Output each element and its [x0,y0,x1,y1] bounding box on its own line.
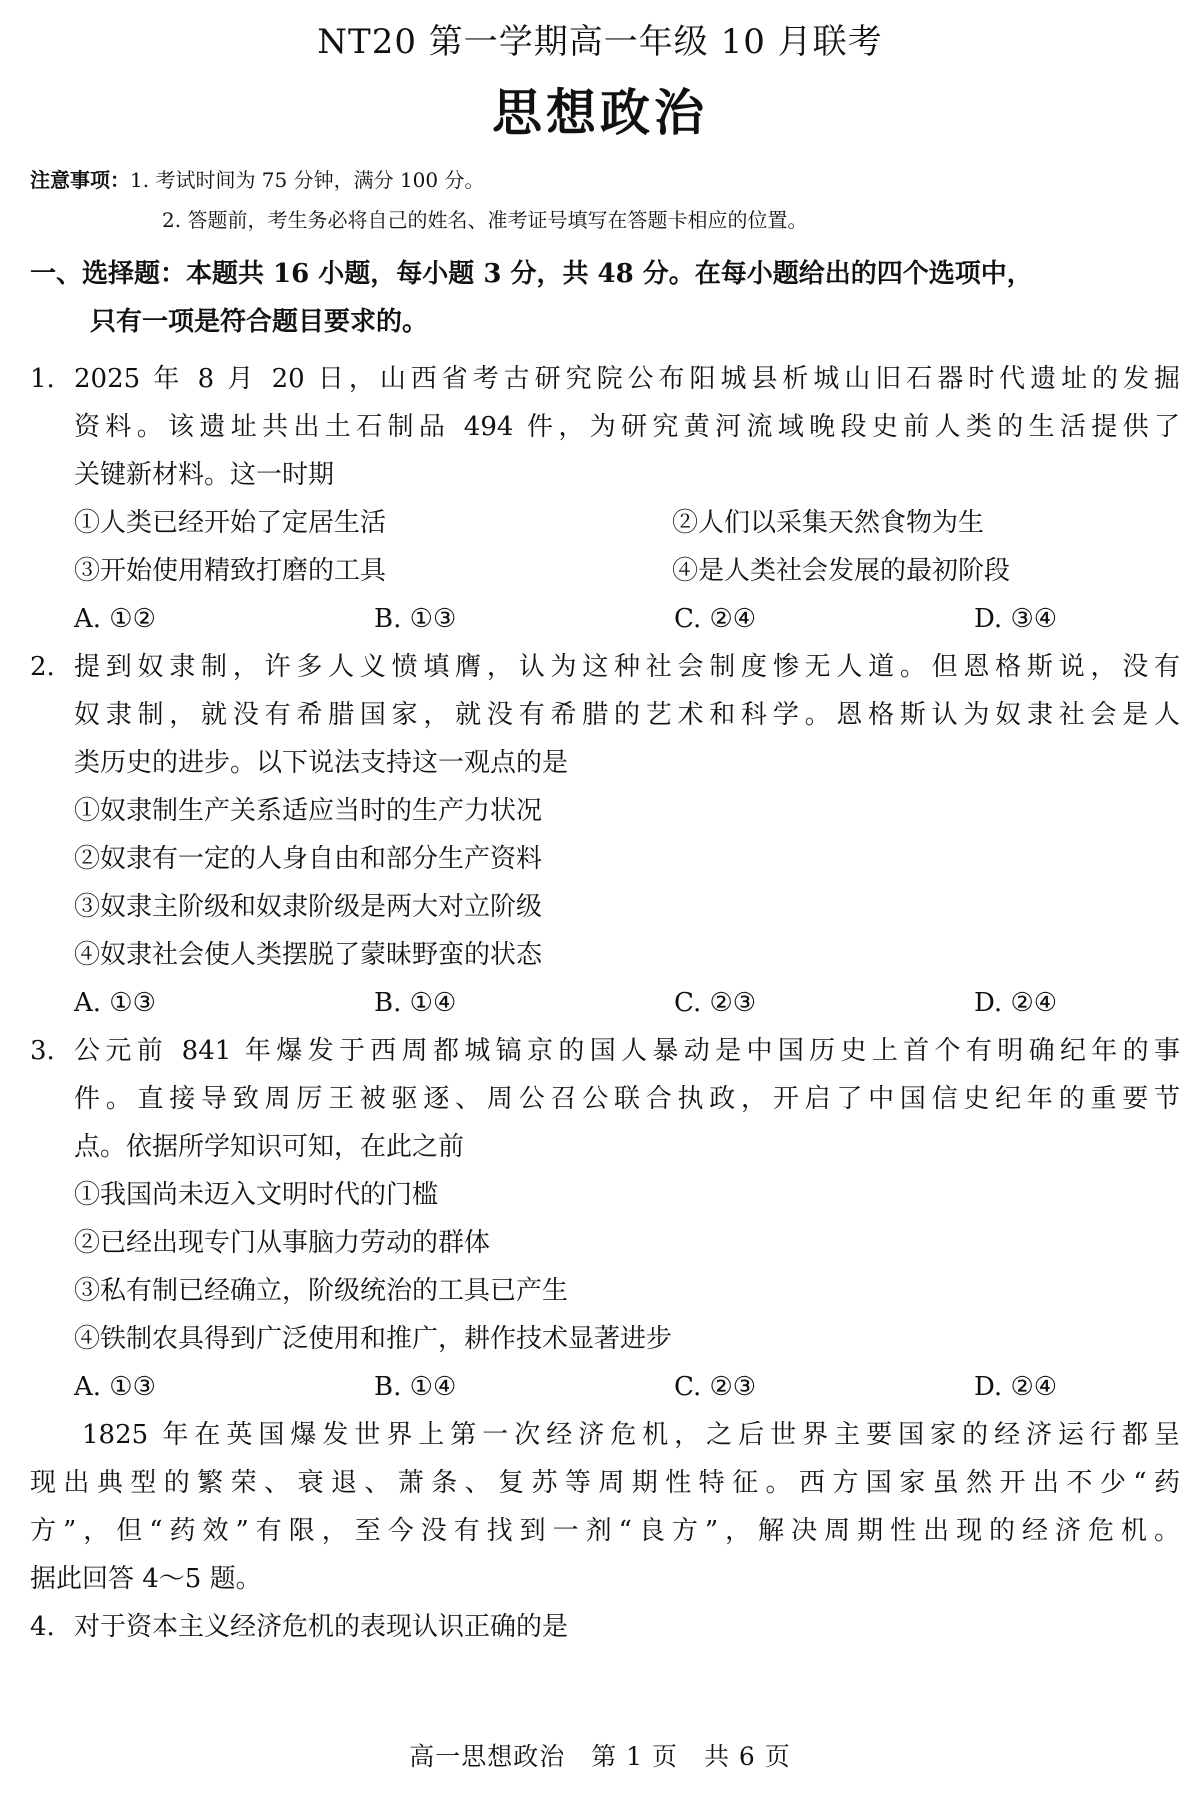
question-2 [30,643,1180,1027]
question-number: 1. [30,364,55,394]
option-b: B. ①④ [374,988,457,1018]
section-heading-line: 一、选择题：本题共 16 小题，每小题 3 分，共 48 分。在每小题给出的四个选项中， [30,259,1033,289]
option-d: D. ②④ [974,988,1058,1018]
question-number: 2. [30,652,55,682]
section-heading-line: 只有一项是符合题目要求的。 [90,307,429,337]
option-a: A. ①③ [74,1372,156,1402]
notice-block [30,160,1170,240]
subject-title: 思想政治 [492,83,708,142]
question-content [30,355,1180,1651]
question-text: 类历史的进步。以下说法支持这一观点的是 [74,748,569,778]
question-text: 对于资本主义经济危机的表现认识正确的是 [74,1612,569,1642]
statement: ②人们以采集天然食物为生 [672,508,985,538]
statement-row [30,499,1180,547]
notice-line [30,200,1170,240]
section-heading [30,250,1180,346]
question-line [30,643,1180,691]
question-text: 点。依据所学知识可知，在此之前 [74,1132,465,1162]
notice-line [30,160,1170,200]
material-line: 1825 年在英国爆发世界上第一次经济危机，之后世界主要国家的经济运行都呈 [82,1420,1180,1450]
question-text: 公元前 841 年爆发于西周都城镐京的国人暴动是中国历史上首个有明确纪年的事 [74,1036,1180,1066]
material-paragraph [30,1411,1180,1603]
material-line: 方”，但“药效”有限，至今没有找到一剂“良方”，解决周期性出现的经济危机。 [30,1516,1180,1546]
question-text: 件。直接导致周厉王被驱逐、周公召公联合执政，开启了中国信史纪年的重要节 [74,1084,1180,1114]
option-c: C. ②③ [674,1372,757,1402]
statement: ③私有制已经确立，阶级统治的工具已产生 [74,1276,569,1306]
notice-item: 2. 答题前，考生务必将自己的姓名、准考证号填写在答题卡相应的位置。 [162,208,808,232]
notice-label: 注意事项： [30,168,130,192]
statement: ④奴隶社会使人类摆脱了蒙昧野蛮的状态 [74,940,543,970]
option-c: C. ②④ [674,604,757,634]
question-text: 2025 年 8 月 20 日，山西省考古研究院公布阳城县析城山旧石器时代遗址的发掘 [74,364,1180,394]
page-footer: 高一思想政治 第 1 页 共 6 页 [409,1742,791,1771]
statement: ②已经出现专门从事脑力劳动的群体 [74,1228,491,1258]
question-text: 关键新材料。这一时期 [74,460,335,490]
question-4 [30,1603,1180,1651]
statement: ③开始使用精致打磨的工具 [74,556,387,586]
question-text: 提到奴隶制，许多人义愤填膺，认为这种社会制度惨无人道。但恩格斯说，没有 [74,652,1180,682]
material-line: 现出典型的繁荣、衰退、萧条、复苏等周期性特征。西方国家虽然开出不少“药 [30,1468,1180,1498]
answer-options [30,979,1180,1027]
answer-options [30,1363,1180,1411]
statement: ③奴隶主阶级和奴隶阶级是两大对立阶级 [74,892,543,922]
exam-title: NT20 第一学期高一年级 10 月联考 [317,22,883,62]
statement: ④铁制农具得到广泛使用和推广，耕作技术显著进步 [74,1324,673,1354]
question-1 [30,355,1180,643]
notice-item: 1. 考试时间为 75 分钟，满分 100 分。 [130,168,485,192]
option-d: D. ②④ [974,1372,1058,1402]
question-3 [30,1027,1180,1411]
material-line: 据此回答 4～5 题。 [30,1564,262,1594]
statement: ①人类已经开始了定居生活 [74,508,387,538]
statement: ①奴隶制生产关系适应当时的生产力状况 [74,796,543,826]
statement: ①我国尚未迈入文明时代的门槛 [74,1180,439,1210]
question-text: 资料。该遗址共出土石制品 494 件，为研究黄河流域晚段史前人类的生活提供了 [74,412,1180,442]
statement: ④是人类社会发展的最初阶段 [672,556,1011,586]
question-line [30,1603,1180,1651]
question-line [30,1027,1180,1075]
option-a: A. ①② [74,604,156,634]
question-line [30,355,1180,403]
option-a: A. ①③ [74,988,156,1018]
question-number: 4. [30,1612,55,1642]
question-number: 3. [30,1036,55,1066]
question-text: 奴隶制，就没有希腊国家，就没有希腊的艺术和科学。恩格斯认为奴隶社会是人 [74,700,1180,730]
option-b: B. ①④ [374,1372,457,1402]
statement-row [30,547,1180,595]
option-d: D. ③④ [974,604,1058,634]
option-c: C. ②③ [674,988,757,1018]
option-b: B. ①③ [374,604,457,634]
statement: ②奴隶有一定的人身自由和部分生产资料 [74,844,543,874]
answer-options [30,595,1180,643]
